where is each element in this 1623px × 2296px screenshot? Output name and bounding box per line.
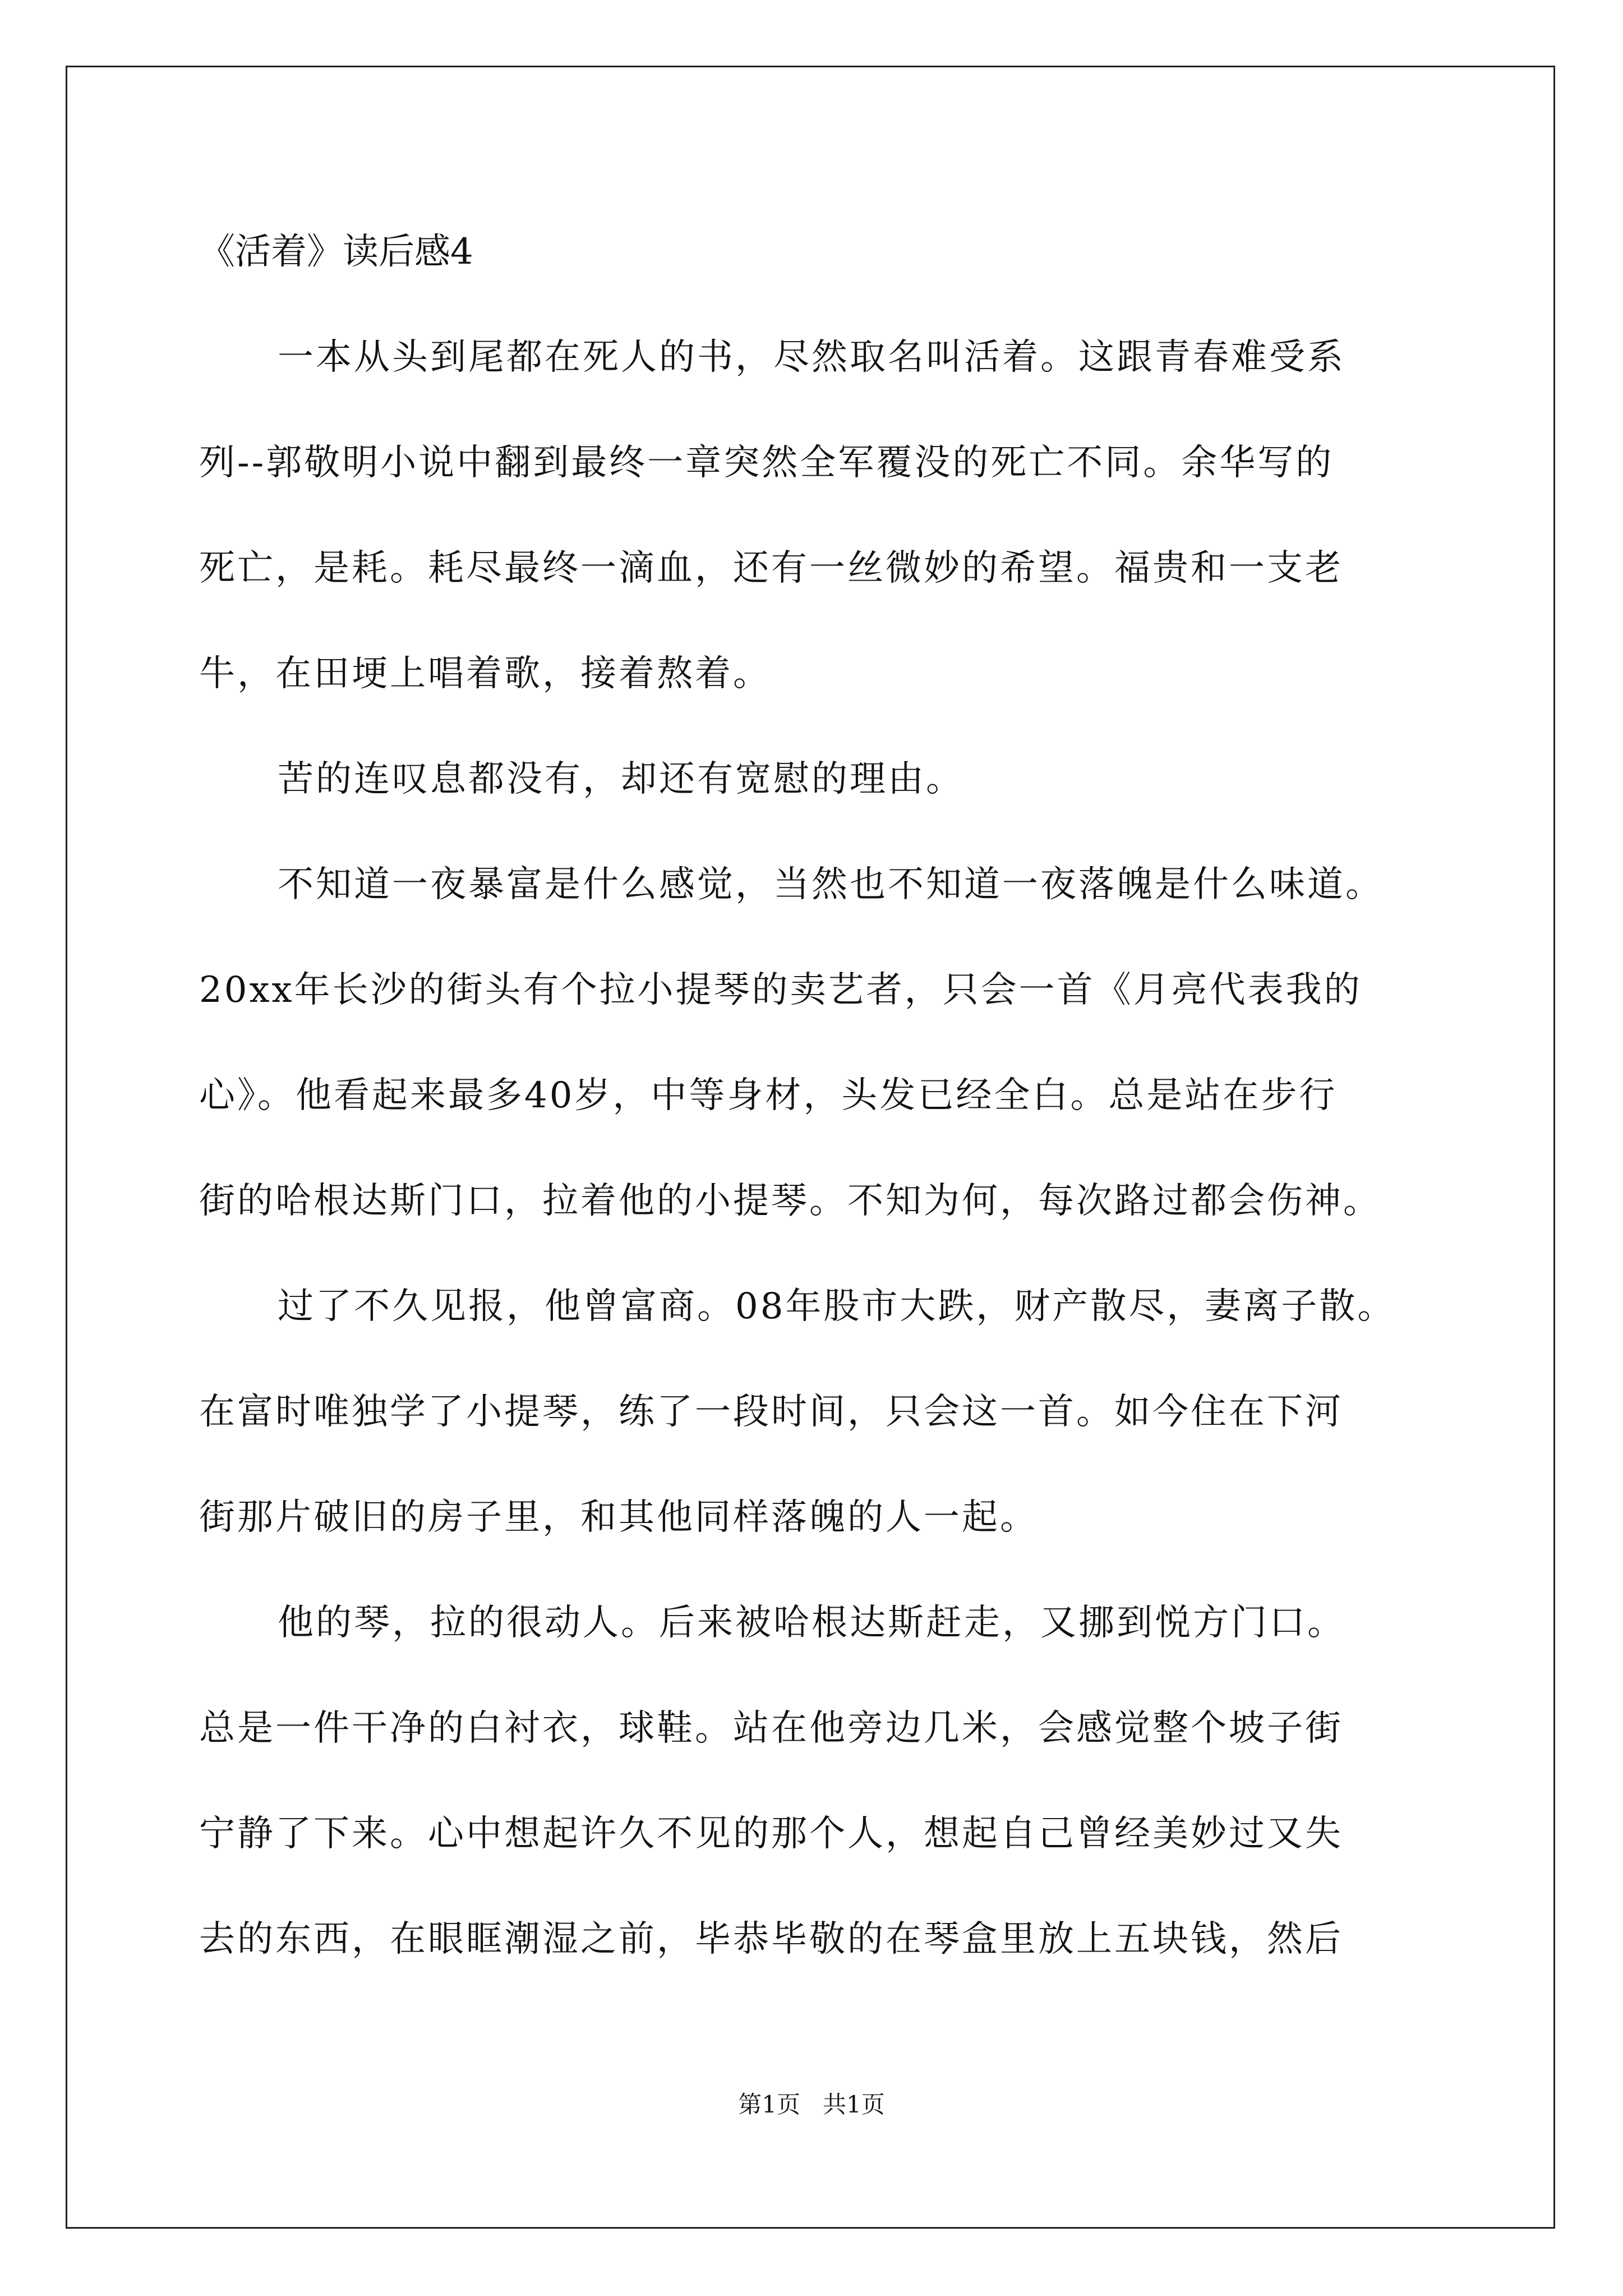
- text-line: 心》。他看起来最多40岁，中等身材，头发已经全白。总是站在步行: [199, 1075, 1338, 1116]
- text-line: 过了不久见报，他曾富商。08年股市大跌，财产散尽，妻离子散。: [278, 1286, 1396, 1327]
- text-line: 苦的连叹息都没有，却还有宽慰的理由。: [278, 758, 964, 800]
- text-line: 20xx年长沙的街头有个拉小提琴的卖艺者，只会一首《月亮代表我的: [199, 969, 1362, 1011]
- text-line: 死亡，是耗。耗尽最终一滴血，还有一丝微妙的希望。福贵和一支老: [199, 547, 1343, 589]
- paragraph-lines: [199, 305, 1422, 1992]
- text-line: 他的琴，拉的很动人。后来被哈根达斯赶走，又挪到悦方门口。: [278, 1602, 1345, 1644]
- text-line: 牛，在田埂上唱着歌，接着熬着。: [199, 653, 771, 694]
- text-line: 一本从头到尾都在死人的书，尽然取名叫活着。这跟青春难受系: [278, 337, 1345, 378]
- text-line: 总是一件干净的白衬衣，球鞋。站在他旁边几米，会感觉整个坡子街: [199, 1708, 1343, 1749]
- document-body: [199, 199, 1422, 1992]
- page-number-footer: 第1页 共1页: [738, 2091, 885, 2118]
- text-line: 不知道一夜暴富是什么感觉，当然也不知道一夜落魄是什么味道。: [278, 864, 1384, 905]
- text-line: 街的哈根达斯门口，拉着他的小提琴。不知为何，每次路过都会伤神。: [199, 1180, 1381, 1222]
- text-line: 去的东西，在眼眶潮湿之前，毕恭毕敬的在琴盒里放上五块钱，然后: [199, 1918, 1343, 1960]
- document-title: 《活着》读后感4: [199, 231, 473, 273]
- text-line: 街那片破旧的房子里，和其他同样落魄的人一起。: [199, 1497, 1038, 1538]
- text-line: 宁静了下来。心中想起许久不见的那个人，想起自己曾经美妙过又失: [199, 1813, 1343, 1855]
- text-line: 列--郭敬明小说中翻到最终一章突然全军覆没的死亡不同。余华写的: [199, 442, 1334, 484]
- text-line: 在富时唯独学了小提琴，练了一段时间，只会这一首。如今住在下河: [199, 1391, 1343, 1433]
